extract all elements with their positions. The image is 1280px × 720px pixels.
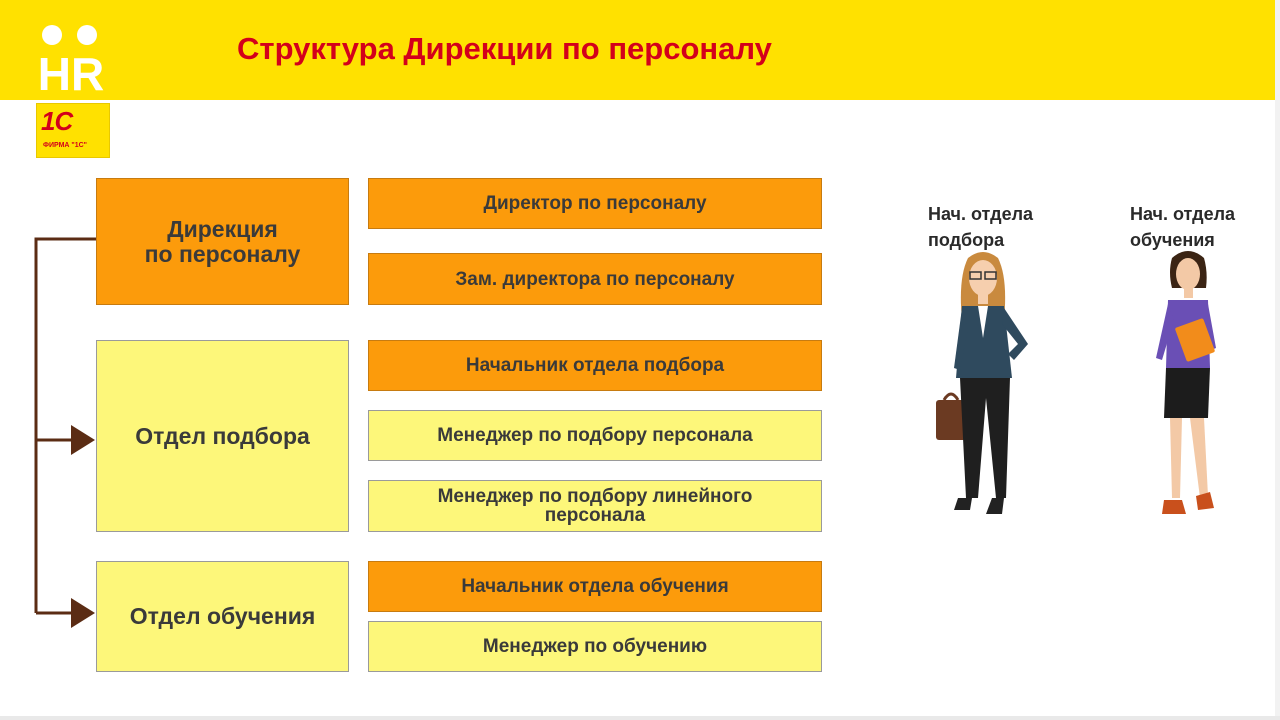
training-head-caption: Нач. отдела обучения (1130, 204, 1236, 250)
role-deputy-director-box (368, 253, 822, 305)
role-deputy-director-label: Зам. директора по персоналу (455, 268, 735, 290)
hr-logo-text: HR (37, 48, 105, 98)
role-head-recruitment-box (368, 340, 822, 391)
connector-trunk (36, 239, 96, 613)
dept-direction-label: Дирекция по персоналу (144, 216, 301, 267)
role-director-box (368, 178, 822, 229)
page-title: Структура Дирекции по персоналу (237, 31, 772, 66)
dept-training-box (96, 561, 349, 672)
role-head-training-box (368, 561, 822, 612)
dept-direction-box (96, 178, 349, 305)
role-linear-recruitment-manager-box (368, 480, 822, 532)
firm-logo-caption: ФИРМА "1С" (43, 142, 87, 149)
dept-recruitment-box (96, 340, 349, 532)
firm-logo-text: 1С (41, 106, 73, 136)
role-director-label: Директор по персоналу (483, 193, 707, 214)
role-head-recruitment-label: Начальник отдела подбора (465, 355, 725, 376)
role-training-manager-label: Менеджер по обучению (482, 636, 708, 657)
role-recruitment-manager-label: Менеджер по подбору персонала (437, 425, 753, 446)
role-linear-recruitment-manager-label: Менеджер по подбору линейного персонала (437, 486, 753, 526)
training-head-illustration (1148, 248, 1238, 520)
role-recruitment-manager-box (368, 410, 822, 461)
dept-training-label: Отдел обучения (129, 603, 316, 630)
role-head-training-label: Начальник отдела обучения (461, 576, 729, 597)
dept-recruitment-label: Отдел подбора (135, 422, 310, 449)
recruitment-head-illustration (928, 248, 1038, 520)
recruitment-head-caption: Нач. отдела подбора (928, 204, 1034, 250)
role-training-manager-box (368, 621, 822, 672)
